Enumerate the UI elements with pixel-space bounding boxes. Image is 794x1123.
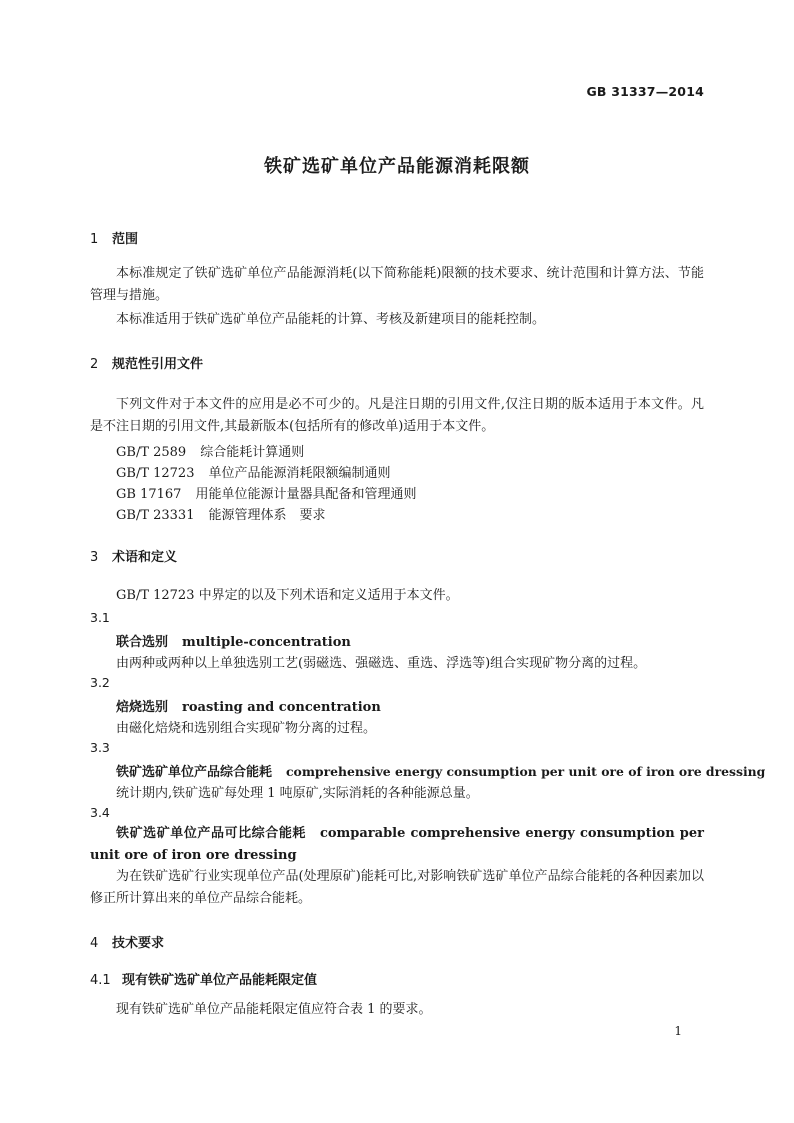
section-number: 3 xyxy=(90,550,99,565)
subsection-4-1-heading xyxy=(90,969,317,988)
section-number: 1 xyxy=(90,232,99,247)
document-title: 铁矿选矿单位产品能源消耗限额 xyxy=(264,156,530,177)
reference-title: 能源管理体系 要求 xyxy=(208,508,326,523)
subsection-number: 4.1 xyxy=(90,973,111,988)
term-entry xyxy=(116,696,381,715)
reference-code: GB/T 12723 xyxy=(116,466,195,481)
reference-code: GB/T 23331 xyxy=(116,508,195,523)
reference-title: 单位产品能源消耗限额编制通则 xyxy=(208,466,391,481)
reference-title: 综合能耗计算通则 xyxy=(200,445,305,460)
standard-number: GB 31337—2014 xyxy=(586,84,704,99)
term-chinese: 铁矿选矿单位产品可比综合能耗 xyxy=(116,826,306,841)
section-3-intro: GB/T 12723 中界定的以及下列术语和定义适用于本文件。 xyxy=(116,588,459,603)
term-chinese: 铁矿选矿单位产品综合能耗 xyxy=(116,765,273,780)
section-title: 规范性引用文件 xyxy=(112,357,204,372)
section-number: 2 xyxy=(90,357,99,372)
section-title: 技术要求 xyxy=(112,936,165,951)
term-entry xyxy=(116,761,765,780)
clause-number: 3.2 xyxy=(90,675,110,690)
term-english: roasting and concentration xyxy=(182,700,381,715)
normative-reference xyxy=(116,504,326,523)
section-title: 术语和定义 xyxy=(112,550,178,565)
section-title: 范围 xyxy=(112,232,139,247)
subsection-title: 现有铁矿选矿单位产品能耗限定值 xyxy=(122,973,318,988)
term-definition: 由两种或两种以上单独选别工艺(弱磁选、强磁选、重选、浮选等)组合实现矿物分离的过程。 xyxy=(116,656,647,671)
term-chinese: 联合选别 xyxy=(116,635,169,650)
reference-title: 用能单位能源计量器具配备和管理通则 xyxy=(195,487,417,502)
normative-reference xyxy=(116,441,304,460)
term-definition: 统计期内,铁矿选矿每处理 1 吨原矿,实际消耗的各种能源总量。 xyxy=(116,786,479,801)
clause-number: 3.3 xyxy=(90,740,110,755)
normative-reference xyxy=(116,483,416,502)
section-4-heading xyxy=(90,932,164,951)
term-definition: 由磁化焙烧和选别组合实现矿物分离的过程。 xyxy=(116,721,377,736)
term-entry xyxy=(90,823,704,867)
reference-code: GB/T 2589 xyxy=(116,445,187,460)
section-number: 4 xyxy=(90,936,99,951)
term-entry xyxy=(116,631,351,650)
page-number: 1 xyxy=(674,1024,682,1038)
section-2-heading xyxy=(90,353,203,372)
clause-number: 3.4 xyxy=(90,805,110,820)
term-english: comprehensive energy consumption per unit ore of iron ore dressing xyxy=(286,764,766,779)
term-definition: 为在铁矿选矿行业实现单位产品(处理原矿)能耗可比,对影响铁矿选矿单位产品综合能耗的各种因素加以修正所计算出来的单位产品综合能耗。 xyxy=(90,869,704,906)
normative-reference xyxy=(116,462,391,481)
section-1-paragraph-2: 本标准适用于铁矿选矿单位产品能耗的计算、考核及新建项目的能耗控制。 xyxy=(116,312,546,327)
term-english: multiple-concentration xyxy=(182,635,351,650)
term-english: comparable comprehensive energy consumption per unit ore of iron ore dressing xyxy=(90,826,704,863)
term-chinese: 焙烧选别 xyxy=(116,700,169,715)
section-3-heading xyxy=(90,546,177,565)
section-2-intro: 下列文件对于本文件的应用是必不可少的。凡是注日期的引用文件,仅注日期的版本适用于本文件。凡是不注日期的引用文件,其最新版本(包括所有的修改单)适用于本文件。 xyxy=(90,397,704,434)
section-1-paragraph-1: 本标准规定了铁矿选矿单位产品能源消耗(以下简称能耗)限额的技术要求、统计范围和计算方法、节能管理与措施。 xyxy=(90,266,704,303)
clause-number: 3.1 xyxy=(90,610,110,625)
reference-code: GB 17167 xyxy=(116,487,182,502)
section-1-heading xyxy=(90,228,138,247)
subsection-4-1-paragraph: 现有铁矿选矿单位产品能耗限定值应符合表 1 的要求。 xyxy=(116,1002,432,1017)
